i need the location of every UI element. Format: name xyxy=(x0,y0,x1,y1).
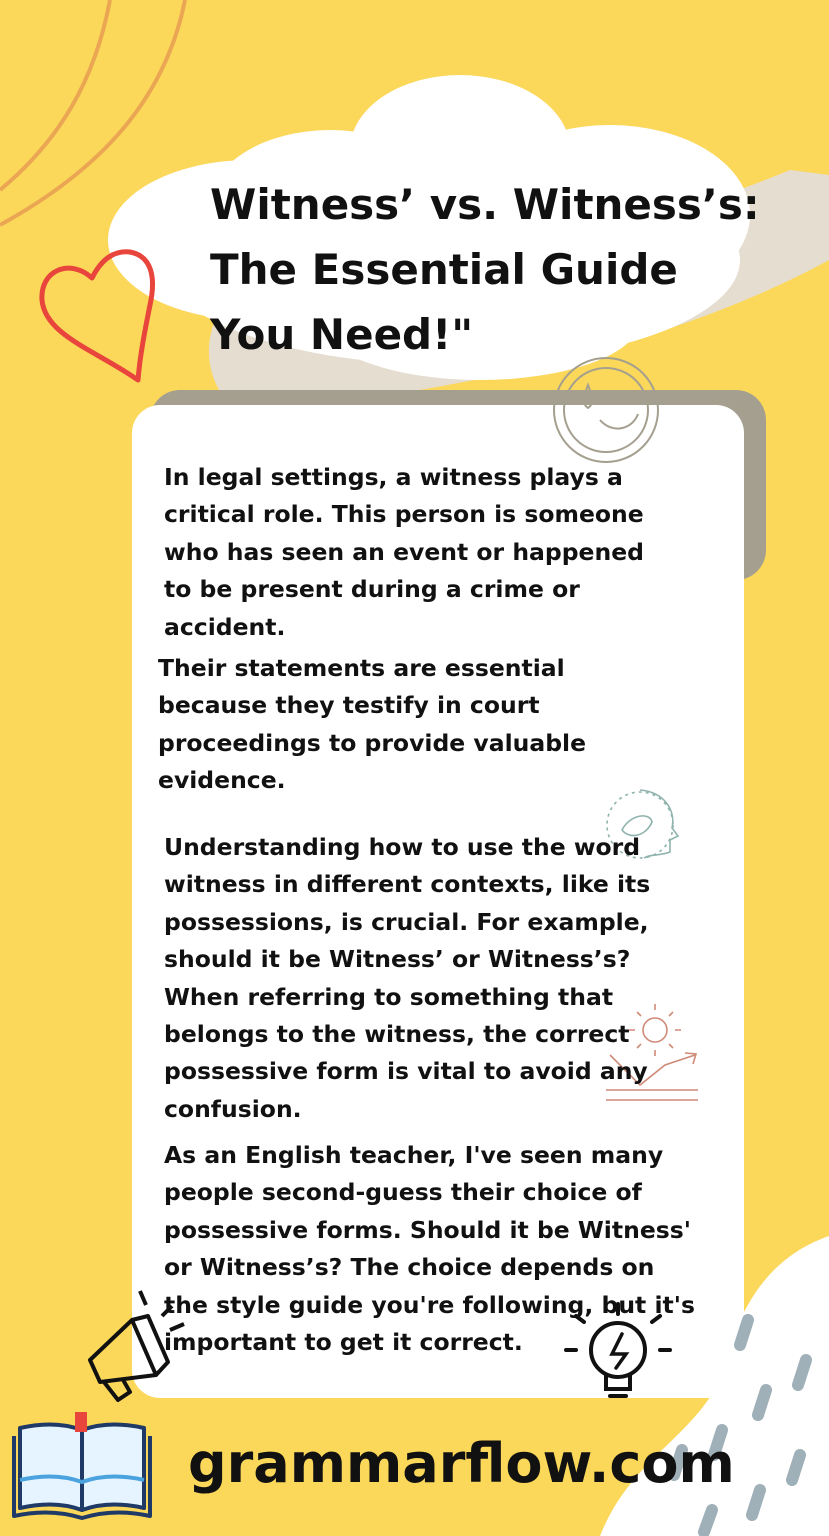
paragraph-line: to be present during a crime or xyxy=(164,575,580,604)
paragraph-line: who has seen an event or happened xyxy=(164,537,644,566)
title-line-3: You Need!" xyxy=(210,310,474,359)
paragraph-line: belongs to the witness, the correct xyxy=(164,1020,630,1049)
paragraph-line: or Witness’s? The choice depends on xyxy=(164,1253,655,1282)
paragraph-line: possessive forms. Should it be Witness' xyxy=(164,1215,691,1244)
paragraph-line: possessions, is crucial. For example, xyxy=(164,907,649,936)
paragraph-statements xyxy=(158,650,586,800)
paragraph-intro xyxy=(164,459,644,646)
paragraph-line: important to get it correct. xyxy=(164,1328,523,1357)
paragraph-line: confusion. xyxy=(164,1094,302,1123)
paragraph-line: In legal settings, a witness plays a xyxy=(164,463,623,491)
paragraph-teacher xyxy=(164,1137,695,1361)
paragraph-line: the style guide you're following, but it's xyxy=(164,1290,695,1319)
paragraph-line: proceedings to provide valuable xyxy=(158,728,587,757)
open-book-icon xyxy=(14,1412,150,1518)
paragraph-line: accident. xyxy=(164,612,286,641)
title-line-2: The Essential Guide xyxy=(210,245,678,294)
site-url[interactable]: grammarflow.com xyxy=(188,1432,735,1495)
paragraph-line: When referring to something that xyxy=(164,982,614,1011)
paragraph-line: possessive form is vital to avoid any xyxy=(164,1057,648,1086)
paragraph-line: witness in different contexts, like its xyxy=(164,870,651,899)
paragraph-line: because they testify in court xyxy=(158,691,540,720)
paragraph-line: Their statements are essential xyxy=(158,654,565,682)
paragraph-line: As an English teacher, I've seen many xyxy=(164,1141,664,1169)
paragraph-line: critical role. This person is someone xyxy=(164,500,644,529)
paragraph-line: people second-guess their choice of xyxy=(164,1178,642,1207)
title-line-1: Witness’ vs. Witness’s: xyxy=(210,180,760,229)
paragraph-line: should it be Witness’ or Witness’s? xyxy=(164,945,631,974)
paragraph-usage xyxy=(164,829,650,1128)
paragraph-line: evidence. xyxy=(158,766,286,795)
paragraph-line: Understanding how to use the word xyxy=(164,833,641,861)
